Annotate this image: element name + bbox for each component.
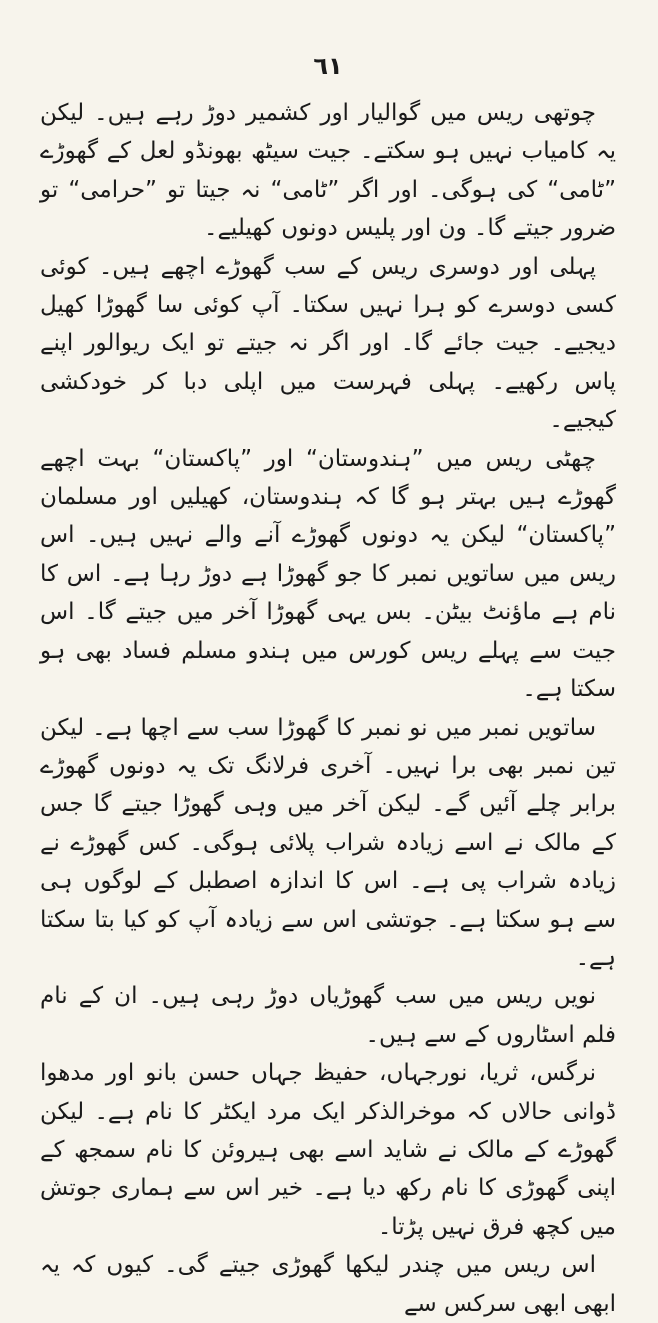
paragraph-text: چوتھی ریس میں گوالیار اور کشمیر دوڑ رہے ہیں۔ لیکن یہ کامیاب نہیں ہو سکتے۔ جیت سیٹھ بھونڈو لعل کے گھوڑے ”ٹامی“ کی ہوگی۔ اور اگر ”ٹامی“ نہ جیتا تو ”حرامی“ تو ضرور جیتے گا۔ ون اور پلیس دونوں کھیلیے۔ [40,100,616,242]
paragraph-text: پہلی اور دوسری ریس کے سب گھوڑے اچھے ہیں۔ کوئی کسی دوسرے کو ہرا نہیں سکتا۔ آپ کوئی سا گھوڑا کھیل دیجیے۔ جیت جائے گا۔ اور اگر نہ جیتے تو ایک ریوالور اپنے پاس رکھیے۔ پہلی فہرست میں اپلی دبا کر خودکشی کیجیے۔ [40,253,616,434]
paragraph-1 [40,94,616,248]
paragraph-4 [40,709,616,978]
paragraph-3 [40,440,616,709]
page-body [40,94,616,1323]
paragraph-2 [40,248,616,440]
paragraph-6 [40,1054,616,1246]
page-number: ٦١ [313,52,343,80]
paragraph-text: اس ریس میں چندر لیکھا گھوڑی جیتے گی۔ کیوں کہ یہ ابھی ابھی سرکس سے [40,1252,616,1317]
paragraph-text: نرگس، ثریا، نورجہاں، حفیظ جہاں حسن بانو اور مدھوا ڈوانی حالاں کہ موخرالذکر ایک مرد ایکٹر کا نام ہے۔ لیکن گھوڑے کے مالک نے شاید اسے بھی ہیروئن کا نام سمجھ کے اپنی گھوڑی کا نام رکھ دیا ہے۔ خیر اس سے ہماری جوتش میں کچھ فرق نہیں پڑتا۔ [40,1060,616,1240]
paragraph-text: چھٹی ریس میں ”ہندوستان“ اور ”پاکستان“ بہت اچھے گھوڑے ہیں بہتر ہو گا کہ ہندوستان، کھیلیں اور مسلمان ”پاکستان“ لیکن یہ دونوں گھوڑے آنے والے نہیں ہیں۔ اس ریس میں ساتویں نمبر کا جو گھوڑا ہے دوڑ رہا ہے۔ اس کا نام ہے ماؤنٹ بیٹن۔ بس یہی گھوڑا آخر میں جیتے گا۔ اس جیت سے پہلے ریس کورس میں ہندو مسلم فساد بھی ہو سکتا ہے۔ [40,445,616,703]
paragraph-5 [40,977,616,1054]
paragraph-7 [40,1246,616,1323]
paragraph-text: نویں ریس میں سب گھوڑیاں دوڑ رہی ہیں۔ ان کے نام فلم اسٹاروں کے سے ہیں۔ [40,983,616,1048]
paragraph-text: ساتویں نمبر میں نو نمبر کا گھوڑا سب سے اچھا ہے۔ لیکن تین نمبر بھی برا نہیں۔ آخری فرلانگ تک یہ دونوں گھوڑے برابر چلے آئیں گے۔ لیکن آخر میں وہی گھوڑا جیتے گا جس کے مالک نے اسے زیادہ شراب پلائی ہوگی۔ کس گھوڑے نے زیادہ شراب پی ہے۔ اس کا اندازہ اصطبل کے لوگوں ہی سے ہو سکتا ہے۔ جوتشی اس سے زیادہ آپ کو کیا بتا سکتا ہے۔ [40,714,616,971]
